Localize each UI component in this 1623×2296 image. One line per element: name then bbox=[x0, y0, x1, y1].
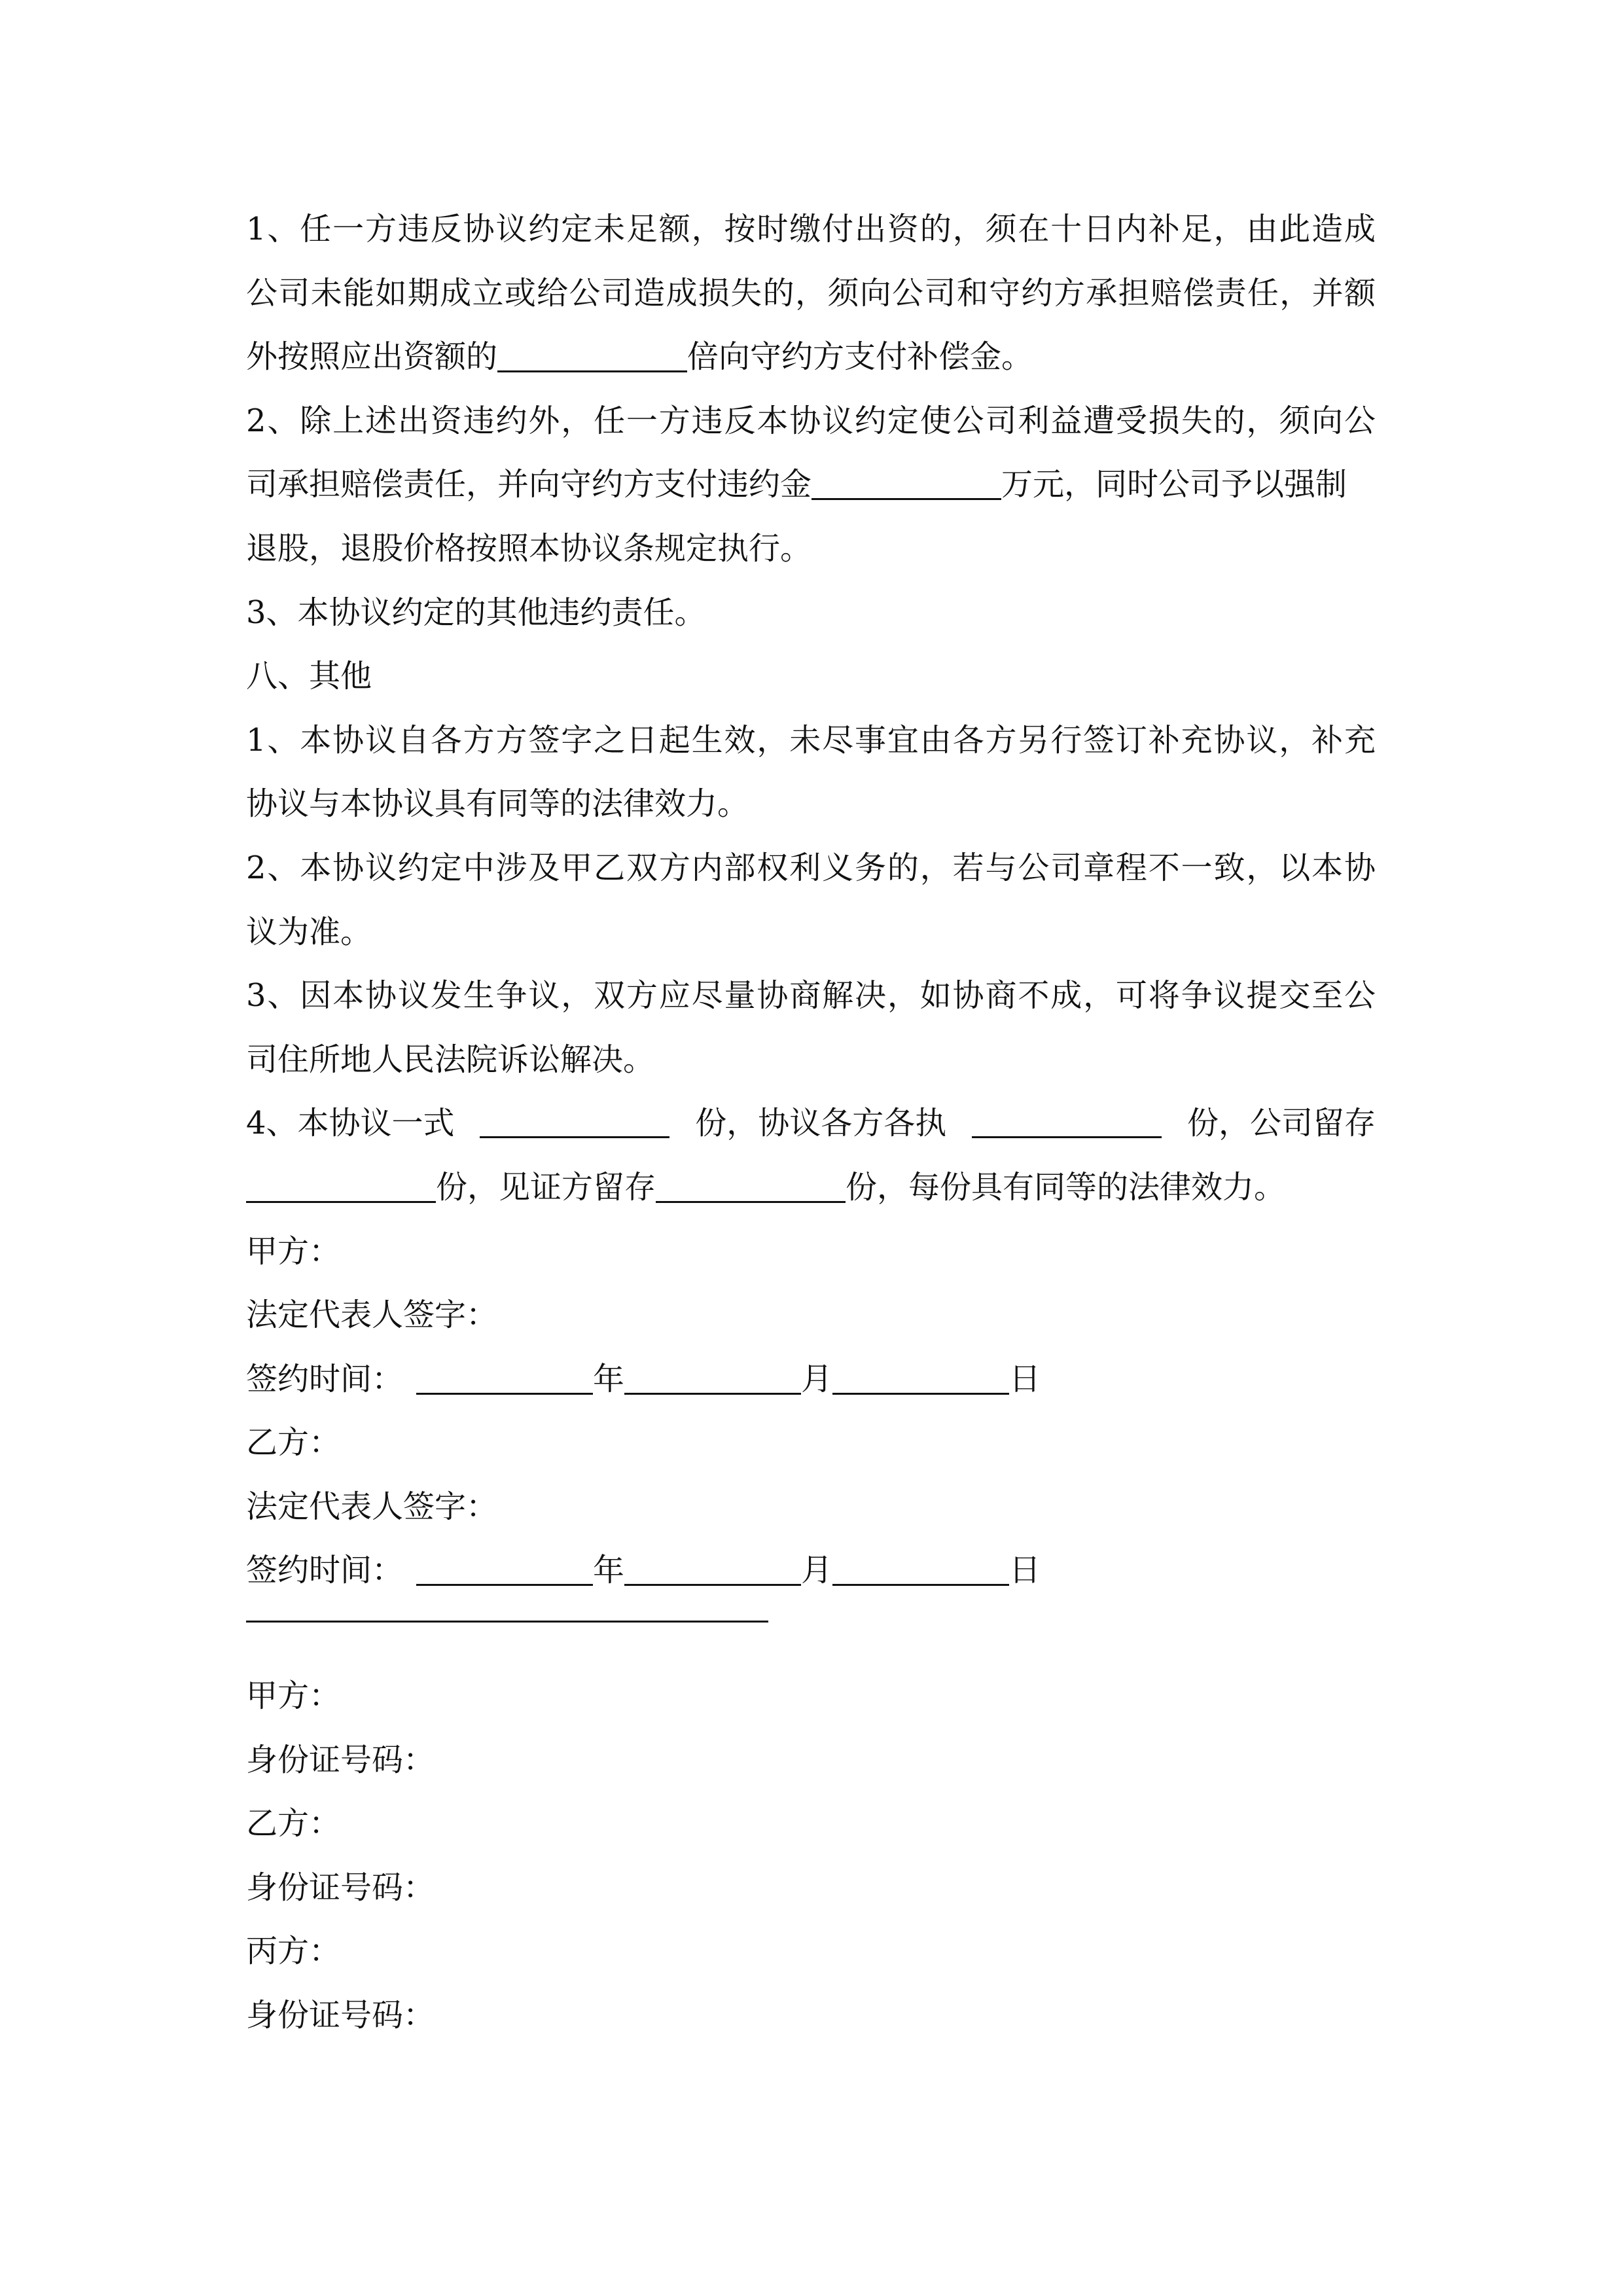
text-line: 公司未能如期成立或给公司造成损失的，须向公司和守约方承担赔偿责任，并额 bbox=[246, 274, 1376, 312]
text-fragment: 司承担赔偿责任，并向守约方支付违约金 bbox=[246, 466, 812, 503]
text-line bbox=[246, 1156, 1376, 1220]
party-a-id-label: 身份证号码： bbox=[246, 1741, 435, 1778]
text-fragment: 份，公司留存 bbox=[1186, 1105, 1376, 1142]
text-line: 议为准。 bbox=[246, 913, 372, 950]
month-label: 月 bbox=[801, 1552, 833, 1589]
text-line: 3、本协议约定的其他违约责任。 bbox=[246, 594, 706, 631]
year-label: 年 bbox=[593, 1552, 625, 1589]
text-line bbox=[246, 1092, 1376, 1156]
party-b-label: 乙方： bbox=[246, 1424, 341, 1462]
section-divider bbox=[246, 1621, 768, 1623]
year-blank[interactable] bbox=[416, 1367, 593, 1395]
text-line: 协议与本协议具有同等的法律效力。 bbox=[246, 785, 749, 823]
text-fragment: 倍向守约方支付补偿金。 bbox=[687, 338, 1033, 376]
text-fragment: 份，每份具有同等的法律效力。 bbox=[846, 1168, 1286, 1206]
text-line: 1、任一方违反协议约定未足额，按时缴付出资的，须在十日内补足，由此造成 bbox=[246, 211, 1376, 247]
total-copies-blank[interactable] bbox=[480, 1110, 669, 1138]
compensation-multiple-blank[interactable] bbox=[497, 344, 687, 372]
text-line: 2、本协议约定中涉及甲乙双方内部权利义务的，若与公司章程不一致，以本协 bbox=[246, 849, 1376, 886]
party-c-id-label: 身份证号码： bbox=[246, 1996, 435, 2034]
date-label: 签约时间： bbox=[246, 1552, 404, 1589]
day-blank[interactable] bbox=[832, 1367, 1009, 1395]
text-fragment: 4、本协议一式 bbox=[246, 1105, 455, 1142]
section-heading: 八、其他 bbox=[246, 658, 372, 695]
text-fragment: 份，见证方留存 bbox=[436, 1168, 656, 1206]
company-copies-blank[interactable] bbox=[246, 1175, 436, 1203]
copies-per-party-blank[interactable] bbox=[972, 1110, 1162, 1138]
text-fragment: 份，协议各方各执 bbox=[695, 1105, 947, 1142]
year-blank[interactable] bbox=[416, 1558, 593, 1586]
text-fragment: 万元，同时公司予以强制 bbox=[1001, 466, 1347, 503]
id-section bbox=[246, 1664, 1376, 2048]
party-c-label: 丙方： bbox=[246, 1933, 341, 1970]
text-line: 退股，退股价格按照本协议条规定执行。 bbox=[246, 529, 812, 567]
party-b-rep-signature-label: 法定代表人签字： bbox=[246, 1488, 498, 1525]
party-a-date-line bbox=[246, 1348, 1376, 1412]
month-blank[interactable] bbox=[624, 1558, 801, 1586]
party-a-label: 甲方： bbox=[246, 1232, 341, 1270]
day-blank[interactable] bbox=[832, 1558, 1009, 1586]
text-line bbox=[246, 453, 1376, 517]
party-b-id-label: 身份证号码： bbox=[246, 1869, 435, 1906]
text-line: 1、本协议自各方方签字之日起生效，未尽事宜由各方另行签订补充协议，补充 bbox=[246, 721, 1376, 759]
party-a-rep-signature-label: 法定代表人签字： bbox=[246, 1297, 498, 1334]
day-label: 日 bbox=[1009, 1360, 1041, 1397]
party-b-label: 乙方： bbox=[246, 1805, 341, 1842]
witness-copies-blank[interactable] bbox=[656, 1175, 846, 1203]
month-label: 月 bbox=[801, 1360, 833, 1397]
party-b-date-line bbox=[246, 1539, 1376, 1603]
day-label: 日 bbox=[1009, 1552, 1041, 1589]
year-label: 年 bbox=[593, 1360, 625, 1397]
text-line: 司住所地人民法院诉讼解决。 bbox=[246, 1041, 655, 1078]
text-line: 2、除上述出资违约外，任一方违反本协议约定使公司利益遭受损失的，须向公 bbox=[246, 402, 1376, 439]
text-fragment: 外按照应出资额的 bbox=[246, 338, 498, 376]
penalty-amount-blank[interactable] bbox=[812, 472, 1001, 500]
party-a-label: 甲方： bbox=[246, 1677, 341, 1714]
text-line: 3、因本协议发生争议，双方应尽量协商解决，如协商不成，可将争议提交至公 bbox=[246, 977, 1376, 1014]
contract-body bbox=[246, 198, 1376, 1603]
text-line bbox=[246, 325, 1376, 389]
month-blank[interactable] bbox=[624, 1367, 801, 1395]
date-label: 签约时间： bbox=[246, 1360, 404, 1397]
